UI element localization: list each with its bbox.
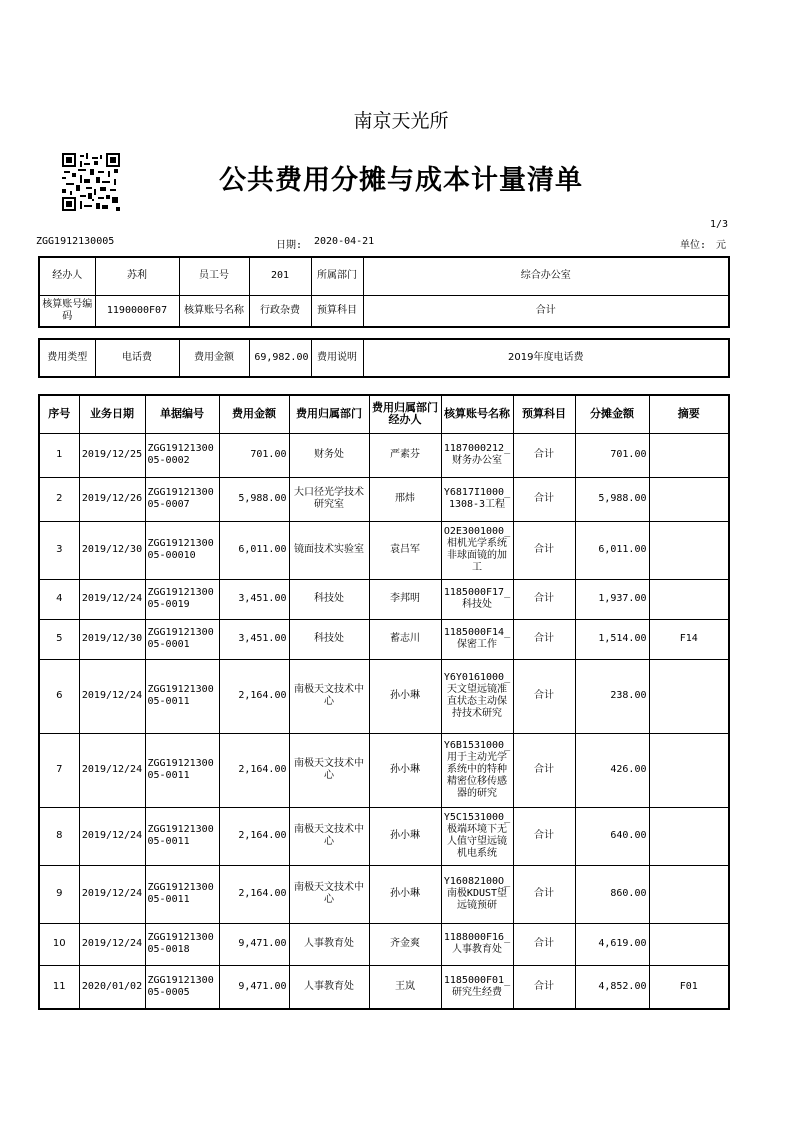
column-header: 预算科目 [513, 395, 575, 433]
expense-description-label: 费用说明 [311, 339, 363, 377]
expense-amount: 2,164.00 [219, 865, 289, 923]
department-handler: 孙小琳 [369, 733, 441, 807]
business-date: 2019/12/30 [79, 521, 145, 579]
row-number: 3 [39, 521, 79, 579]
document-number: ZGG1912130005-0002 [145, 433, 219, 477]
allocated-amount: 640.00 [575, 807, 649, 865]
department: 人事教育处 [289, 965, 369, 1009]
memo: F14 [649, 619, 729, 659]
document-number: ZGG1912130005-0019 [145, 579, 219, 619]
table-row [39, 659, 729, 733]
row-number: 2 [39, 477, 79, 521]
budget-item: 合计 [513, 521, 575, 579]
unit-label: 单位: [680, 240, 707, 251]
expense-amount-value: 69,982.00 [249, 339, 311, 377]
department: 人事教育处 [289, 923, 369, 965]
table-row [39, 965, 729, 1009]
account-name: 1185000F01_研究生经费 [441, 965, 513, 1009]
budget-item: 合计 [513, 659, 575, 733]
budget-item: 合计 [513, 733, 575, 807]
table-row [39, 865, 729, 923]
memo [649, 433, 729, 477]
table-row [39, 733, 729, 807]
business-date: 2019/12/24 [79, 865, 145, 923]
memo [649, 477, 729, 521]
document-number: ZGG1912130005-0018 [145, 923, 219, 965]
document-number: ZGG1912130005-0007 [145, 477, 219, 521]
allocated-amount: 238.00 [575, 659, 649, 733]
document-number: ZGG1912130005-0005 [145, 965, 219, 1009]
department-handler: 严素芬 [369, 433, 441, 477]
account-name-label: 核算账号名称 [179, 295, 249, 327]
memo: F01 [649, 965, 729, 1009]
department: 科技处 [289, 579, 369, 619]
expense-amount: 2,164.00 [219, 807, 289, 865]
department: 南极天文技术中心 [289, 865, 369, 923]
expense-amount: 6,011.00 [219, 521, 289, 579]
memo [649, 579, 729, 619]
memo [649, 865, 729, 923]
table-header-row [39, 395, 729, 433]
expense-type-label: 费用类型 [39, 339, 95, 377]
department-handler: 邢炜 [369, 477, 441, 521]
handler-label: 经办人 [39, 257, 95, 295]
allocated-amount: 701.00 [575, 433, 649, 477]
row-number: 5 [39, 619, 79, 659]
department-handler: 齐金爽 [369, 923, 441, 965]
allocated-amount: 426.00 [575, 733, 649, 807]
department-value: 综合办公室 [363, 257, 729, 295]
budget-item: 合计 [513, 579, 575, 619]
expense-amount: 9,471.00 [219, 965, 289, 1009]
business-date: 2019/12/24 [79, 807, 145, 865]
account-code-label: 核算账号编码 [39, 295, 95, 327]
expense-amount: 5,988.00 [219, 477, 289, 521]
budget-item: 合计 [513, 619, 575, 659]
budget-label: 预算科目 [311, 295, 363, 327]
column-header: 序号 [39, 395, 79, 433]
account-name: Y5C1531000_极端环境下无人值守望远镜机电系统 [441, 807, 513, 865]
department: 科技处 [289, 619, 369, 659]
expense-amount: 2,164.00 [219, 733, 289, 807]
budget-item: 合计 [513, 965, 575, 1009]
department: 大口径光学技术研究室 [289, 477, 369, 521]
business-date: 2019/12/24 [79, 579, 145, 619]
expense-amount-label: 费用金额 [179, 339, 249, 377]
allocated-amount: 1,937.00 [575, 579, 649, 619]
table-row [39, 807, 729, 865]
row-number: 10 [39, 923, 79, 965]
business-date: 2019/12/25 [79, 433, 145, 477]
budget-item: 合计 [513, 477, 575, 521]
business-date: 2019/12/26 [79, 477, 145, 521]
business-date: 2019/12/24 [79, 659, 145, 733]
memo [649, 923, 729, 965]
department: 南极天文技术中心 [289, 659, 369, 733]
table-row [39, 477, 729, 521]
allocated-amount: 1,514.00 [575, 619, 649, 659]
table-row [39, 923, 729, 965]
account-code-value: 1190000F07 [95, 295, 179, 327]
expense-amount: 3,451.00 [219, 579, 289, 619]
department-handler: 袁吕军 [369, 521, 441, 579]
document-number: ZGG1912130005-0011 [145, 659, 219, 733]
budget-item: 合计 [513, 433, 575, 477]
row-number: 6 [39, 659, 79, 733]
budget-item: 合计 [513, 865, 575, 923]
expense-amount: 9,471.00 [219, 923, 289, 965]
department-handler: 李邦明 [369, 579, 441, 619]
business-date: 2019/12/24 [79, 733, 145, 807]
expense-info-table [38, 338, 730, 378]
table-row [39, 521, 729, 579]
allocation-table [38, 394, 730, 1010]
document-number: ZGG1912130005-0011 [145, 865, 219, 923]
account-name: Y6B1531000_用于主动光学系统中的特种精密位移传感器的研究 [441, 733, 513, 807]
document-number: ZGG1912130005-0011 [145, 807, 219, 865]
account-name: Y6Y0161000_天文望远镜准直状态主动保持技术研究 [441, 659, 513, 733]
column-header: 核算账号名称 [441, 395, 513, 433]
unit-value: 元 [716, 240, 726, 251]
document-number: ZGG1912130005 [36, 236, 115, 247]
date-label: 日期: [276, 240, 303, 251]
column-header: 费用归属部门经办人 [369, 395, 441, 433]
table-row [39, 433, 729, 477]
account-name: 1188000F16_人事教育处 [441, 923, 513, 965]
header-info-table [38, 256, 730, 328]
column-header: 费用金额 [219, 395, 289, 433]
budget-item: 合计 [513, 807, 575, 865]
date-value: 2020-04-21 [314, 236, 375, 247]
expense-amount: 3,451.00 [219, 619, 289, 659]
table-row [39, 579, 729, 619]
expense-description-value: 2019年度电话费 [363, 339, 729, 377]
business-date: 2019/12/30 [79, 619, 145, 659]
business-date: 2020/01/02 [79, 965, 145, 1009]
account-name-value: 行政杂费 [249, 295, 311, 327]
department-handler: 王岚 [369, 965, 441, 1009]
memo [649, 659, 729, 733]
document-number: ZGG1912130005-00010 [145, 521, 219, 579]
row-number: 9 [39, 865, 79, 923]
department-handler: 孙小琳 [369, 865, 441, 923]
department-label: 所属部门 [311, 257, 363, 295]
account-name: Y16082100O_南极KDUST望远镜预研 [441, 865, 513, 923]
business-date: 2019/12/24 [79, 923, 145, 965]
department-handler: 蓄志川 [369, 619, 441, 659]
department-handler: 孙小琳 [369, 807, 441, 865]
department: 南极天文技术中心 [289, 733, 369, 807]
handler-value: 苏利 [95, 257, 179, 295]
column-header: 分摊金额 [575, 395, 649, 433]
column-header: 摘要 [649, 395, 729, 433]
employee-number-value: 201 [249, 257, 311, 295]
column-header: 费用归属部门 [289, 395, 369, 433]
expense-amount: 701.00 [219, 433, 289, 477]
row-number: 4 [39, 579, 79, 619]
row-number: 11 [39, 965, 79, 1009]
department: 镜面技术实验室 [289, 521, 369, 579]
account-name: O2E3001000_相机光学系统非球面镜的加工 [441, 521, 513, 579]
allocated-amount: 860.00 [575, 865, 649, 923]
expense-amount: 2,164.00 [219, 659, 289, 733]
account-name: 1185000F14_保密工作 [441, 619, 513, 659]
employee-number-label: 员工号 [179, 257, 249, 295]
memo [649, 521, 729, 579]
memo [649, 807, 729, 865]
row-number: 1 [39, 433, 79, 477]
document-number: ZGG1912130005-0011 [145, 733, 219, 807]
row-number: 8 [39, 807, 79, 865]
memo [649, 733, 729, 807]
expense-type-value: 电话费 [95, 339, 179, 377]
department-handler: 孙小琳 [369, 659, 441, 733]
allocated-amount: 6,011.00 [575, 521, 649, 579]
column-header: 业务日期 [79, 395, 145, 433]
allocated-amount: 4,619.00 [575, 923, 649, 965]
allocated-amount: 4,852.00 [575, 965, 649, 1009]
table-row [39, 619, 729, 659]
account-name: Y6817I1000_1308-3工程 [441, 477, 513, 521]
department: 南极天文技术中心 [289, 807, 369, 865]
allocated-amount: 5,988.00 [575, 477, 649, 521]
row-number: 7 [39, 733, 79, 807]
organization-name: 南京天光所 [353, 110, 449, 132]
department: 财务处 [289, 433, 369, 477]
account-name: 1187000212_财务办公室 [441, 433, 513, 477]
account-name: 1185000F17_科技处 [441, 579, 513, 619]
column-header: 单据编号 [145, 395, 219, 433]
document-title: 公共费用分摊与成本计量清单 [219, 165, 583, 196]
budget-item: 合计 [513, 923, 575, 965]
document-number: ZGG1912130005-0001 [145, 619, 219, 659]
budget-value: 合计 [363, 295, 729, 327]
page-number: 1/3 [709, 219, 728, 230]
